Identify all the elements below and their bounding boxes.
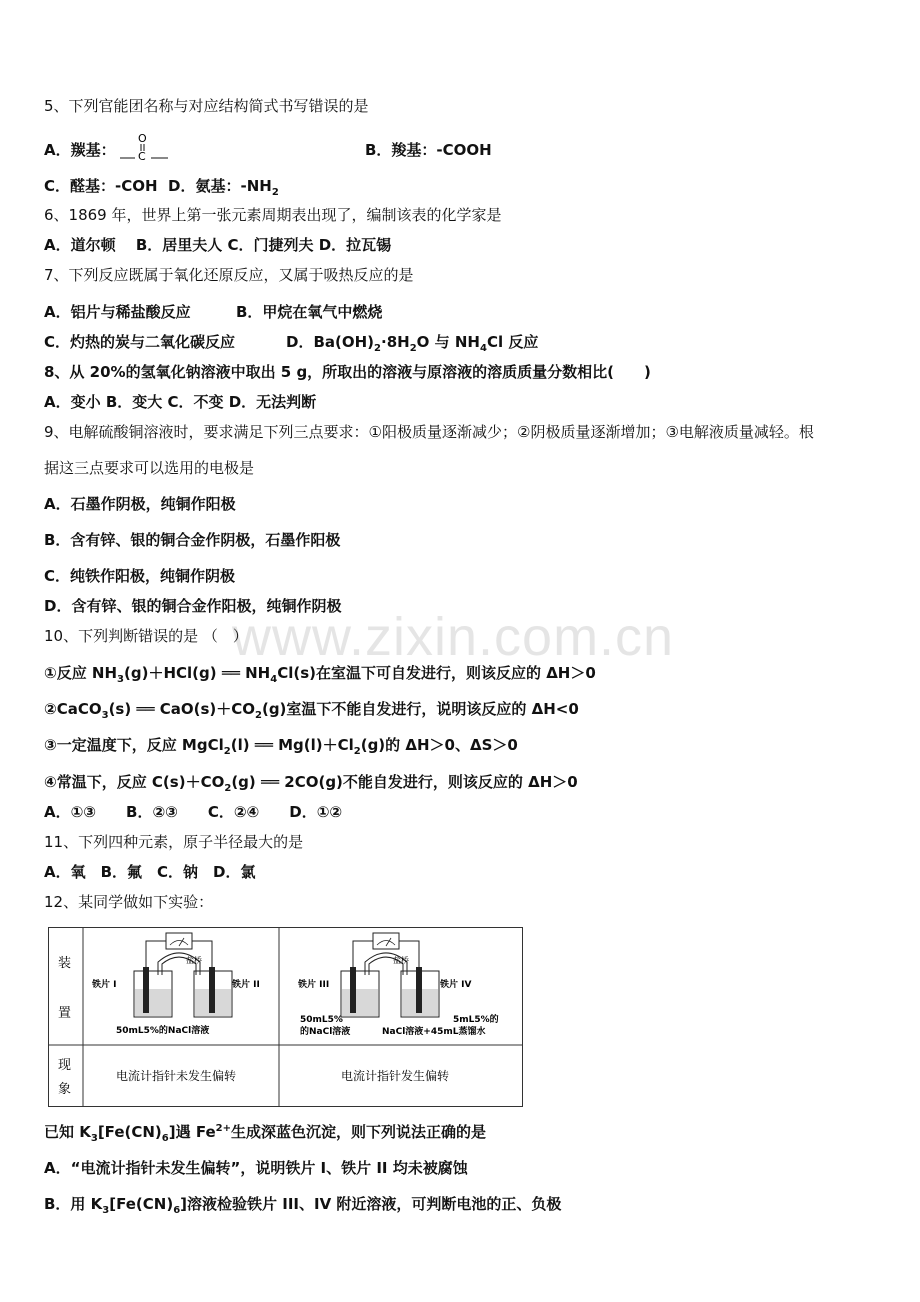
right-salt-bridge-label: 盐桥 <box>393 956 409 965</box>
q11-options: A．氧 B．氟 C．钠 D．氯 <box>44 863 256 881</box>
right-result: 电流计指针发生偏转 <box>341 1069 450 1083</box>
row-head-result-2: 象 <box>58 1082 72 1097</box>
q12-option-a: A．“电流计指针未发生偏转”，说明铁片 I、铁片 II 均未被腐蚀 <box>44 1159 468 1177</box>
right-electrode-1: 铁片 III <box>298 980 330 990</box>
svg-text:O: O <box>138 132 147 145</box>
right-solution-1b: 的NaCl溶液 <box>300 1027 351 1037</box>
q10-statement-2: ②CaCO$_3$(s) ══ $CaO(s)+CO_2(g)$室温下不能自发进行，说明该反应的 ΔH<0 <box>44 700 579 721</box>
experiment-table <box>48 927 523 1107</box>
q12-stem: 12、某同学做如下实验： <box>44 893 214 911</box>
left-electrode-2: 铁片 II <box>232 980 260 990</box>
q6-stem: 6、1869 年，世界上第一张元素周期表出现了，编制该表的化学家是 <box>44 206 502 224</box>
left-electrode-1: 铁片 I <box>92 980 117 990</box>
q11-stem: 11、下列四种元素，原子半径最大的是 <box>44 833 304 851</box>
svg-text:C: C <box>138 150 146 163</box>
left-result: 电流计指针未发生偏转 <box>116 1069 237 1083</box>
q7-option-b: B．甲烷在氧气中燃烧 <box>236 303 383 321</box>
q9-stem-line1: 9、电解硫酸铜溶液时，要求满足下列三点要求：①阳极质量逐渐减少；②阴极质量逐渐增加；③电解液质量减轻。根 <box>44 423 814 441</box>
q5-stem: 5、下列官能团名称与对应结构简式书写错误的是 <box>44 97 369 115</box>
right-solution-2a: 5mL5%的 <box>453 1015 499 1025</box>
right-apparatus <box>297 933 499 1037</box>
q10-statement-3: ③一定温度下，反应 MgCl$_2$(l) ══ $Mg(l)+Cl_2(g)$的 ΔH＞0、ΔS＞0 <box>44 736 518 757</box>
q9-stem-line2: 据这三点要求可以选用的电极是 <box>44 459 255 477</box>
q7-option-c: C．灼热的炭与二氧化碳反应 <box>44 333 236 351</box>
watermark: www.zixin.com.cn <box>232 607 675 667</box>
q7-option-a: A．铝片与稀盐酸反应 <box>44 303 191 321</box>
q6-options: A．道尔顿 B．居里夫人 C．门捷列夫 D．拉瓦锡 <box>44 236 392 254</box>
carbonyl-structure <box>118 131 172 165</box>
left-solution: 50mL5%的NaCl溶液 <box>116 1026 210 1036</box>
right-electrode-2: 铁片 IV <box>440 980 472 990</box>
q12-option-b: B．用 $K_3[Fe(CN)_6]$溶液检验铁片 III、IV 附近溶液，可判断电池的正、负极 <box>44 1195 562 1216</box>
q10-statement-1: ①反应 $NH_3(g)+HCl(g)$ ══ $NH_4Cl(s)$在室温下可自发进行，则该反应的 ΔH＞0 <box>44 664 596 685</box>
q5-option-c: C．醛基：-COH <box>44 177 158 195</box>
q9-option-d: D．含有锌、银的铜合金作阳极，纯铜作阴极 <box>44 597 342 615</box>
q5-option-d: D．氨基：-NH <box>168 177 272 195</box>
q7-stem: 7、下列反应既属于氧化还原反应，又属于吸热反应的是 <box>44 266 414 284</box>
q9-option-c: C．纯铁作阳极，纯铜作阴极 <box>44 567 236 585</box>
q5-option-d-sub: 2 <box>271 187 279 198</box>
left-salt-bridge-label: 盐桥 <box>186 956 202 965</box>
q5-option-cd <box>44 176 279 196</box>
row-head-result-1: 现 <box>58 1058 72 1073</box>
left-apparatus <box>91 933 260 1036</box>
row-head-setup-1: 装 <box>58 956 72 971</box>
q7-option-d: D．$Ba(OH)_2\cdot 8H_2O$ 与 $NH_4Cl$ 反应 <box>286 333 539 354</box>
right-solution-2b: NaCl溶液+45mL蒸馏水 <box>382 1027 486 1037</box>
q9-option-b: B．含有锌、银的铜合金作阴极，石墨作阳极 <box>44 531 341 549</box>
q9-option-a: A．石墨作阴极，纯铜作阳极 <box>44 495 236 513</box>
q5-option-a-label: A．羰基： <box>44 141 116 159</box>
q5-option-b: B．羧基：-COOH <box>365 141 492 159</box>
q10-options: A．①③ B．②③ C．②④ D．①② <box>44 803 343 821</box>
q10-stem: 10、下列判断错误的是 （ ） <box>44 627 248 645</box>
right-solution-1a: 50mL5% <box>300 1015 343 1025</box>
row-head-setup-2: 置 <box>58 1006 72 1021</box>
q10-statement-4: ④常温下，反应 $C(s)+CO_2(g)$ ══ 2CO(g)不能自发进行，则该反应的 ΔH＞0 <box>44 773 578 794</box>
q8-stem: 8、从 20%的氢氧化钠溶液中取出 5 g，所取出的溶液与原溶液的溶质质量分数相比( ) <box>44 363 651 381</box>
q8-options: A．变小 B．变大 C．不变 D．无法判断 <box>44 393 317 411</box>
q12-known: 已知 $K_3[Fe(CN)_6]$遇 $Fe^{2+}$生成深蓝色沉淀，则下列说法正确的是 <box>44 1123 486 1144</box>
